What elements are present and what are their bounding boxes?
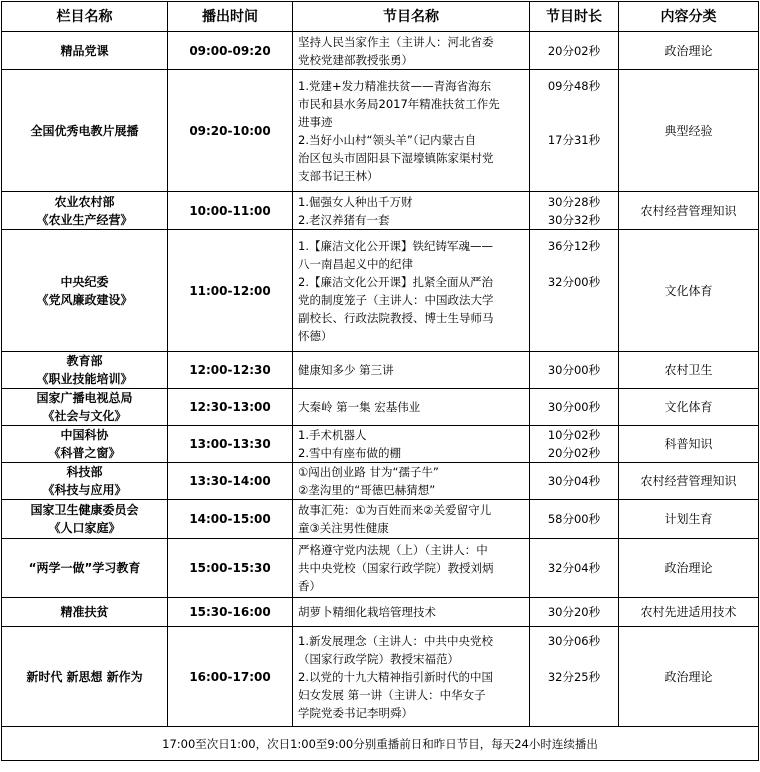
column-name-cell xyxy=(2,32,168,70)
program-name-cell xyxy=(293,426,530,463)
footer-note: 17:00至次日1:00，次日1:00至9:00分别重播前日和昨日节目，每天24小时连续播出 xyxy=(2,727,759,761)
table-row xyxy=(2,192,759,230)
program-line: 故事汇苑：①为百姓而来②关爱留守儿 xyxy=(298,503,492,517)
column-name-line: 教育部 xyxy=(66,354,103,368)
category-cell: 计划生育 xyxy=(619,500,759,539)
duration-cell xyxy=(530,230,619,352)
duration-value: 36分12秒 xyxy=(547,238,601,253)
duration-cell xyxy=(530,389,619,426)
program-line: 怀德） xyxy=(298,328,333,343)
duration-value: 58分00秒 xyxy=(547,512,601,526)
air-time-cell: 09:20-10:00 xyxy=(168,70,293,192)
program-line: 2.雪中有座布做的棚 xyxy=(298,446,401,460)
program-name-cell xyxy=(293,352,530,389)
program-line: 支部书记王林） xyxy=(298,168,379,183)
duration-value: 30分00秒 xyxy=(547,363,601,377)
program-line: 党校党建部教授张勇） xyxy=(298,52,413,67)
category-cell: 科普知识 xyxy=(619,426,759,463)
program-line: 坚持人民当家作主（主讲人：河北省委 xyxy=(298,34,494,49)
table-row xyxy=(2,463,759,500)
program-line: 童③关注男性健康 xyxy=(298,521,389,535)
column-name-line: 科技部 xyxy=(66,465,103,479)
table-row xyxy=(2,352,759,389)
column-name-cell xyxy=(2,389,168,426)
program-line: 2.当好小山村“领头羊”（记内蒙古自 xyxy=(298,132,477,147)
program-line: ②垄沟里的“哥德巴赫猜想” xyxy=(298,483,436,497)
air-time-cell: 12:30-13:00 xyxy=(168,389,293,426)
column-name-line: 中央纪委 xyxy=(60,274,109,289)
program-line: 1.【廉洁文化公开课】铁纪铸军魂—— xyxy=(298,238,493,253)
program-line: ①闯出创业路 甘为“孺子牛” xyxy=(298,465,439,479)
column-name-cell xyxy=(2,192,168,230)
column-name-line: 国家广播电视总局 xyxy=(36,391,133,405)
column-name-line: 国家卫生健康委员会 xyxy=(30,503,139,517)
program-line: 严格遵守党内法规（上）（主讲人：中 xyxy=(298,543,488,557)
column-name-cell xyxy=(2,539,168,598)
duration-cell xyxy=(530,426,619,463)
program-line: 香） xyxy=(298,579,321,593)
duration-value: 30分06秒 xyxy=(547,633,601,648)
table-row xyxy=(2,627,759,727)
table-row xyxy=(2,539,759,598)
table-row xyxy=(2,598,759,627)
category-cell: 农村经营管理知识 xyxy=(619,463,759,500)
header-category: 内容分类 xyxy=(619,2,759,32)
category-cell: 农村经营管理知识 xyxy=(619,192,759,230)
category-cell: 政治理论 xyxy=(619,32,759,70)
column-name-cell xyxy=(2,70,168,192)
header-duration: 节目时长 xyxy=(530,2,619,32)
duration-value: 32分00秒 xyxy=(547,274,601,289)
duration-spacer xyxy=(530,309,618,327)
program-line: 1.倔强女人种出千万财 xyxy=(298,194,413,209)
column-name-cell xyxy=(2,500,168,539)
program-name-cell xyxy=(293,230,530,352)
column-name-line: 精品党课 xyxy=(60,43,109,58)
air-time-cell: 15:00-15:30 xyxy=(168,539,293,598)
duration-value: 30分00秒 xyxy=(547,400,601,414)
program-line: 健康知多少 第三讲 xyxy=(298,363,394,377)
program-line: 进事迹 xyxy=(298,114,333,129)
header-air-time: 播出时间 xyxy=(168,2,293,32)
table-row xyxy=(2,426,759,463)
column-name-cell xyxy=(2,598,168,627)
duration-value: 09分48秒 xyxy=(547,78,601,93)
program-name-cell xyxy=(293,389,530,426)
duration-cell xyxy=(530,32,619,70)
column-name-line: 精准扶贫 xyxy=(60,605,109,619)
table-row xyxy=(2,70,759,192)
duration-spacer xyxy=(530,149,618,167)
duration-cell xyxy=(530,463,619,500)
header-column-name: 栏目名称 xyxy=(2,2,168,32)
column-name-line: 中国科协 xyxy=(60,428,109,442)
program-name-cell xyxy=(293,539,530,598)
duration-spacer xyxy=(530,291,618,309)
duration-cell xyxy=(530,192,619,230)
program-line: 2.【廉洁文化公开课】扎紧全面从严治 xyxy=(298,274,493,289)
column-name-line: 全国优秀电教片展播 xyxy=(30,123,139,138)
program-name-cell xyxy=(293,463,530,500)
program-name-cell xyxy=(293,598,530,627)
column-name-cell xyxy=(2,352,168,389)
column-name-line: 农业农村部 xyxy=(54,194,115,209)
duration-cell xyxy=(530,352,619,389)
program-line: （国家行政学院）教授宋福范） xyxy=(298,651,459,666)
program-line: 大秦岭 第一集 宏基伟业 xyxy=(298,400,421,414)
duration-spacer xyxy=(530,704,618,722)
program-line: 八一南昌起义中的纪律 xyxy=(298,256,413,271)
program-line: 2.老汉养猪有一套 xyxy=(298,212,390,227)
duration-spacer xyxy=(530,95,618,113)
column-name-cell xyxy=(2,463,168,500)
duration-cell xyxy=(530,539,619,598)
duration-spacer xyxy=(530,686,618,704)
category-cell: 典型经验 xyxy=(619,70,759,192)
table-row xyxy=(2,389,759,426)
air-time-cell: 13:30-14:00 xyxy=(168,463,293,500)
program-line: 胡萝卜精细化栽培管理技术 xyxy=(298,605,436,619)
header-row xyxy=(2,2,759,32)
duration-value: 30分04秒 xyxy=(547,474,601,488)
category-cell: 文化体育 xyxy=(619,389,759,426)
schedule-body xyxy=(2,32,759,727)
air-time-cell: 13:00-13:30 xyxy=(168,426,293,463)
program-line: 副校长、行政法院教授、博士生导师马 xyxy=(298,310,494,325)
program-line: 1.手术机器人 xyxy=(298,428,367,442)
category-cell: 农村卫生 xyxy=(619,352,759,389)
header-program-name: 节目名称 xyxy=(293,2,530,32)
program-line: 市民和县水务局2017年精准扶贫工作先 xyxy=(298,96,500,111)
program-line: 学院党委书记李明舜） xyxy=(298,705,413,720)
duration-value: 30分28秒 xyxy=(547,194,601,209)
program-name-cell xyxy=(293,32,530,70)
column-name-line: 《农业生产经营》 xyxy=(36,212,133,227)
column-name-line: 《人口家庭》 xyxy=(48,521,121,535)
column-name-cell xyxy=(2,426,168,463)
duration-value: 32分25秒 xyxy=(547,669,601,684)
duration-value: 30分20秒 xyxy=(547,605,601,619)
duration-value: 30分32秒 xyxy=(547,212,601,227)
column-name-line: 《科技与应用》 xyxy=(42,483,127,497)
column-name-line: “两学一做”学习教育 xyxy=(28,561,141,575)
program-line: 共中央党校（国家行政学院）教授刘炳 xyxy=(298,561,494,575)
air-time-cell: 10:00-11:00 xyxy=(168,192,293,230)
category-cell: 文化体育 xyxy=(619,230,759,352)
air-time-cell: 12:00-12:30 xyxy=(168,352,293,389)
column-name-line: 《职业技能培训》 xyxy=(36,372,133,386)
program-name-cell xyxy=(293,500,530,539)
program-name-cell xyxy=(293,627,530,727)
duration-spacer xyxy=(530,327,618,345)
duration-cell xyxy=(530,70,619,192)
air-time-cell: 11:00-12:00 xyxy=(168,230,293,352)
duration-spacer xyxy=(530,650,618,668)
air-time-cell: 15:30-16:00 xyxy=(168,598,293,627)
air-time-cell: 09:00-09:20 xyxy=(168,32,293,70)
column-name-cell xyxy=(2,230,168,352)
column-name-line: 《党风廉政建设》 xyxy=(36,292,133,307)
column-name-line: 《科普之窗》 xyxy=(48,446,121,460)
program-line: 党的制度笼子（主讲人：中国政法大学 xyxy=(298,292,494,307)
duration-cell xyxy=(530,500,619,539)
column-name-line: 新时代 新思想 新作为 xyxy=(26,669,143,684)
table-row xyxy=(2,230,759,352)
duration-value: 20分02秒 xyxy=(547,446,601,460)
duration-cell xyxy=(530,598,619,627)
air-time-cell: 14:00-15:00 xyxy=(168,500,293,539)
footer-row xyxy=(2,727,759,761)
duration-value: 32分04秒 xyxy=(547,561,601,575)
table-row xyxy=(2,500,759,539)
category-cell: 农村先进适用技术 xyxy=(619,598,759,627)
schedule-table xyxy=(1,1,759,761)
duration-value: 20分02秒 xyxy=(547,43,601,58)
duration-spacer xyxy=(530,113,618,131)
table-row xyxy=(2,32,759,70)
category-cell: 政治理论 xyxy=(619,627,759,727)
duration-value: 10分02秒 xyxy=(547,428,601,442)
category-cell: 政治理论 xyxy=(619,539,759,598)
duration-spacer xyxy=(530,167,618,185)
duration-spacer xyxy=(530,255,618,273)
program-line: 妇女发展 第一讲（主讲人：中华女子 xyxy=(298,687,486,702)
program-line: 治区包头市固阳县下湿壕镇陈家渠村党 xyxy=(298,150,494,165)
program-line: 1.新发展理念（主讲人：中共中央党校 xyxy=(298,633,493,648)
program-line: 1.党建+发力精准扶贫——青海省海东 xyxy=(298,78,492,93)
program-line: 2.以党的十九大精神指引新时代的中国 xyxy=(298,669,493,684)
program-name-cell xyxy=(293,70,530,192)
column-name-line: 《社会与文化》 xyxy=(42,409,127,423)
program-name-cell xyxy=(293,192,530,230)
column-name-cell xyxy=(2,627,168,727)
duration-cell xyxy=(530,627,619,727)
air-time-cell: 16:00-17:00 xyxy=(168,627,293,727)
duration-value: 17分31秒 xyxy=(547,132,601,147)
